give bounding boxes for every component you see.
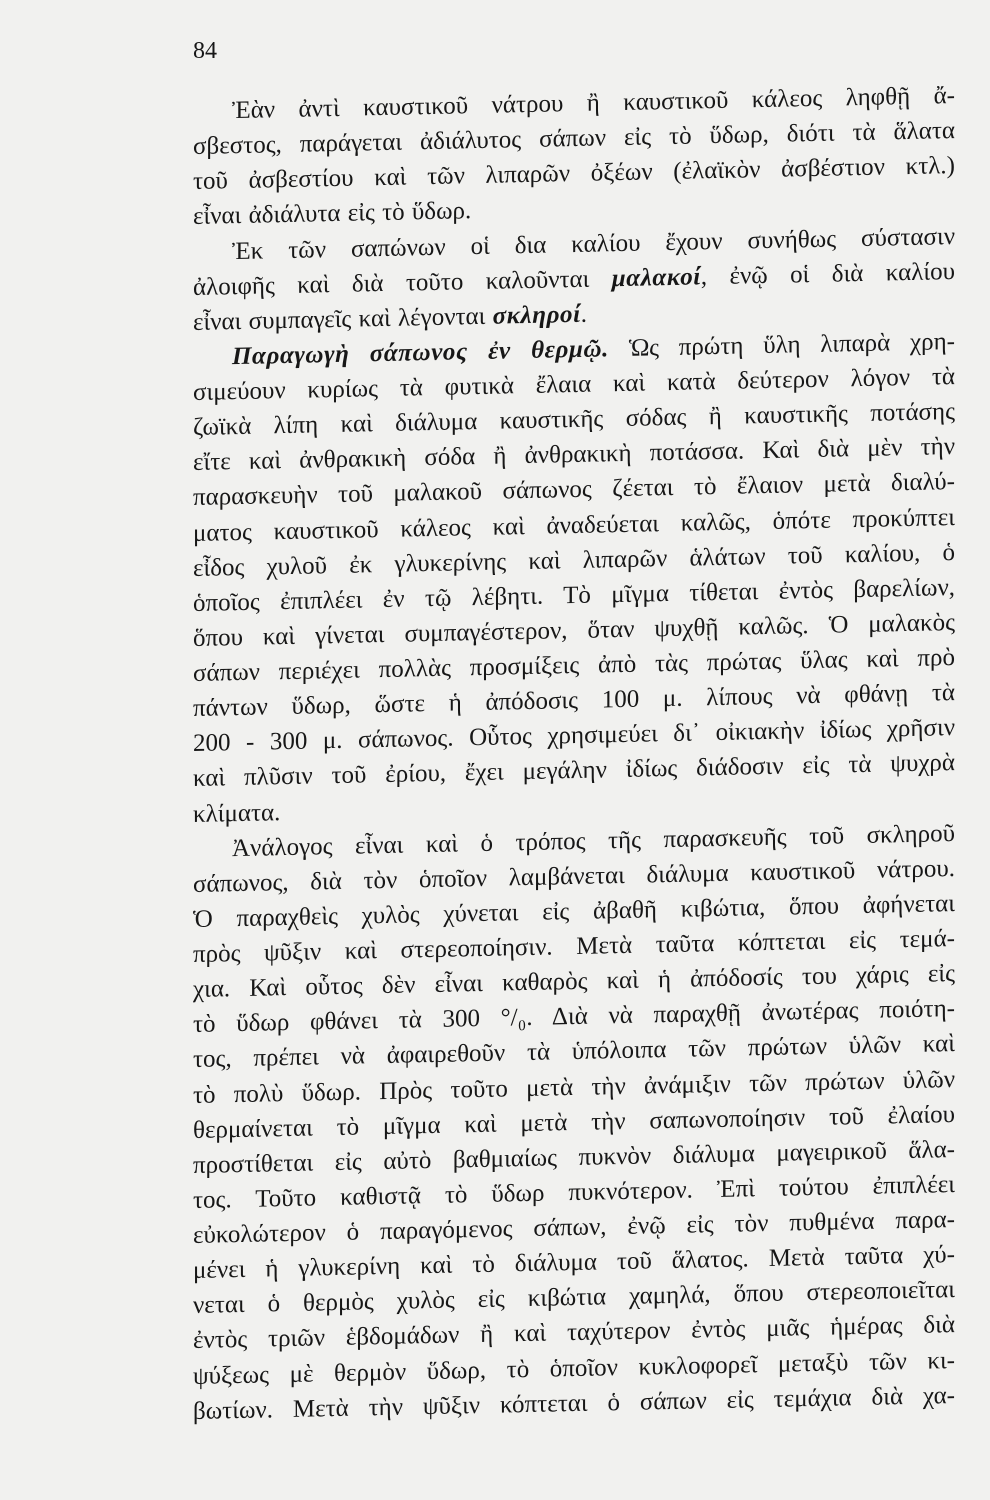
text-line: Ἀνάλογος εἶναι καὶ ὁ τρόπος τῆς παρασκευῆς τοῦ σκληροῦ	[232, 819, 955, 862]
text-line: εἶναι ἀδιάλυτα εἰς τὸ ὕδωρ.	[193, 197, 472, 231]
text-line: τος. Τοῦτο καθιστᾷ τὸ ὕδωρ πυκνότερον. Ἐπὶ τούτου ἐπιπλέει	[193, 1170, 955, 1214]
text-line: βωτίων. Μετὰ τὴν ψῦξιν κόπτεται ὁ σάπων εἰς τεμάχια διὰ χα-	[193, 1381, 955, 1425]
text-line: σβεστος, παράγεται ἀδιάλυτος σάπων εἰς τὸ ὕδωρ, διότι τὰ ἅλατα	[193, 117, 955, 161]
text-line: τὸ πολὺ ὕδωρ. Πρὸς τοῦτο μετὰ τὴν ἀνάμιξιν τῶν πρώτων ὑλῶν	[193, 1065, 955, 1109]
text-line: νεται ὁ θερμὸς χυλὸς εἰς κιβώτια χαμηλά, ὅπου στερεοποιεῖται	[193, 1276, 955, 1320]
text-line: ψύξεως μὲ θερμὸν ὕδωρ, τὸ ὁποῖον κυκλοφορεῖ μεταξὺ τῶν κι-	[193, 1346, 955, 1390]
line-text: Ὡς πρώτη ὕλη λιπαρὰ χρη-	[628, 327, 955, 362]
text-line: κλίματα.	[193, 798, 281, 828]
line-text: .	[580, 300, 587, 328]
text-line: εἴτε καὶ ἀνθρακικὴ σόδα ἢ ἀνθρακικὴ ποτάσσα. Καὶ διὰ μὲν τὴν	[193, 433, 955, 477]
text-line: καὶ πλῦσιν τοῦ ἐρίου, ἔχει μεγάλην ἰδίως διάδοσιν εἰς τὰ ψυχρὰ	[193, 749, 955, 793]
text-line: παρασκευὴν τοῦ μαλακοῦ σάπωνος ζέεται τὸ ἔλαιον μετὰ διαλύ-	[193, 468, 955, 512]
line-text: ἀλοιφῆς καὶ διὰ τοῦτο καλοῦνται	[193, 265, 590, 301]
text-line: πάντων ὕδωρ, ὥστε ἡ ἀπόδοσις 100 μ. λίπους νὰ φθάνῃ τὰ	[193, 679, 955, 723]
text-line: Ἐὰν ἀντὶ καυστικοῦ νάτρου ἢ καυστικοῦ κάλεος ληφθῇ ἄ-	[232, 82, 955, 125]
paragraph	[193, 816, 955, 1429]
emphasized-term: σκληροί	[492, 300, 581, 330]
text-line: μένει ἡ γλυκερίνη καὶ τὸ διάλυμα τοῦ ἅλατος. Μετὰ ταῦτα χύ-	[193, 1241, 955, 1285]
text-line: ὅπου καὶ γίνεται συμπαγέστερον, ὅταν ψυχθῇ καλῶς. Ὁ μαλακὸς	[193, 608, 955, 652]
text-line: τὸ ὕδωρ φθάνει τὰ 300 °/₀. Διὰ νὰ παραχθῇ ἀνωτέρας ποιότη-	[193, 995, 955, 1039]
text-line: προστίθεται εἰς αὐτὸ βαθμιαίως πυκνὸν διάλυμα μαγειρικοῦ ἅλα-	[193, 1135, 955, 1179]
text-line: θερμαίνεται τὸ μῖγμα καὶ μετὰ τὴν σαπωνοποίησιν τοῦ ἐλαίου	[193, 1100, 955, 1144]
paragraph	[193, 324, 955, 832]
text-line: ὁποῖος ἐπιπλέει ἐν τῷ λέβητι. Τὸ μῖγμα τίθεται ἐντὸς βαρελίων,	[193, 573, 955, 617]
paragraph	[193, 78, 955, 234]
text-line: Ὁ παραχθεὶς χυλὸς χύνεται εἰς ἀβαθῆ κιβώτια, ὅπου ἀφήνεται	[193, 889, 955, 933]
paragraph	[193, 219, 955, 340]
text-line: τοῦ ἀσβεστίου καὶ τῶν λιπαρῶν ὀξέων (ἐλαϊκὸν ἀσβέστιον κτλ.)	[193, 152, 955, 196]
emphasized-term: μαλακοί	[611, 262, 701, 292]
line-text: εἶναι συμπαγεῖς καὶ λέγονται	[193, 302, 486, 336]
text-line: εἶδος χυλοῦ ἐκ γλυκερίνης καὶ λιπαρῶν ἁλάτων τοῦ καλίου, ὁ	[193, 538, 955, 582]
text-line: ἐντὸς τριῶν ἑβδομάδων ἢ καὶ ταχύτερον ἐντὸς μιᾶς ἡμέρας διὰ	[193, 1311, 955, 1355]
text-line: τος, πρέπει νὰ ἀφαιρεθοῦν τὰ ὑπόλοιπα τῶν πρώτων ὑλῶν καὶ	[193, 1030, 955, 1074]
text-line: σιμεύουν κυρίως τὰ φυτικὰ ἔλαια καὶ κατὰ δεύτερον λόγον τὰ	[193, 363, 955, 406]
text-line: ματος καυστικοῦ κάλεος καὶ ἀναδεύεται καλῶς, ὁπότε προκύπτει	[193, 503, 955, 547]
text-line: εὐκολώτερον ὁ παραγόμενος σάπων, ἐνῷ εἰς τὸν πυθμένα παρα-	[193, 1206, 955, 1249]
section-heading: Παραγωγὴ σάπωνος ἐν θερμῷ.	[232, 335, 610, 371]
text-line: σάπωνος, διὰ τὸν ὁποῖον λαμβάνεται διάλυμα καυστικοῦ νάτρου.	[193, 854, 955, 898]
text-line: 200 - 300 μ. σάπωνος. Οὗτος χρησιμεύει δι᾽ οἰκιακὴν ἰδίως χρῆσιν	[193, 714, 955, 758]
text-line: πρὸς ψῦξιν καὶ στερεοποίησιν. Μετὰ ταῦτα κόπτεται εἰς τεμά-	[193, 925, 955, 968]
text-line: σάπων περιέχει πολλὰς προσμίξεις ἀπὸ τὰς πρώτας ὕλας καὶ πρὸ	[193, 644, 955, 687]
text-line: ζωϊκὰ λίπη καὶ διάλυμα καυστικῆς σόδας ἢ καυστικῆς ποτάσης	[193, 398, 955, 442]
body-text	[193, 78, 955, 1429]
text-line: Ἐκ τῶν σαπώνων οἱ δια καλίου ἔχουν συνήθως σύστασιν	[232, 222, 955, 265]
line-text: , ἐνῷ οἱ διὰ καλίου	[700, 257, 955, 290]
text-line: χια. Καὶ οὗτος δὲν εἶναι καθαρὸς καὶ ἡ ἀπόδοσίς του χάρις εἰς	[193, 960, 955, 1004]
page-number: 84	[193, 38, 217, 64]
